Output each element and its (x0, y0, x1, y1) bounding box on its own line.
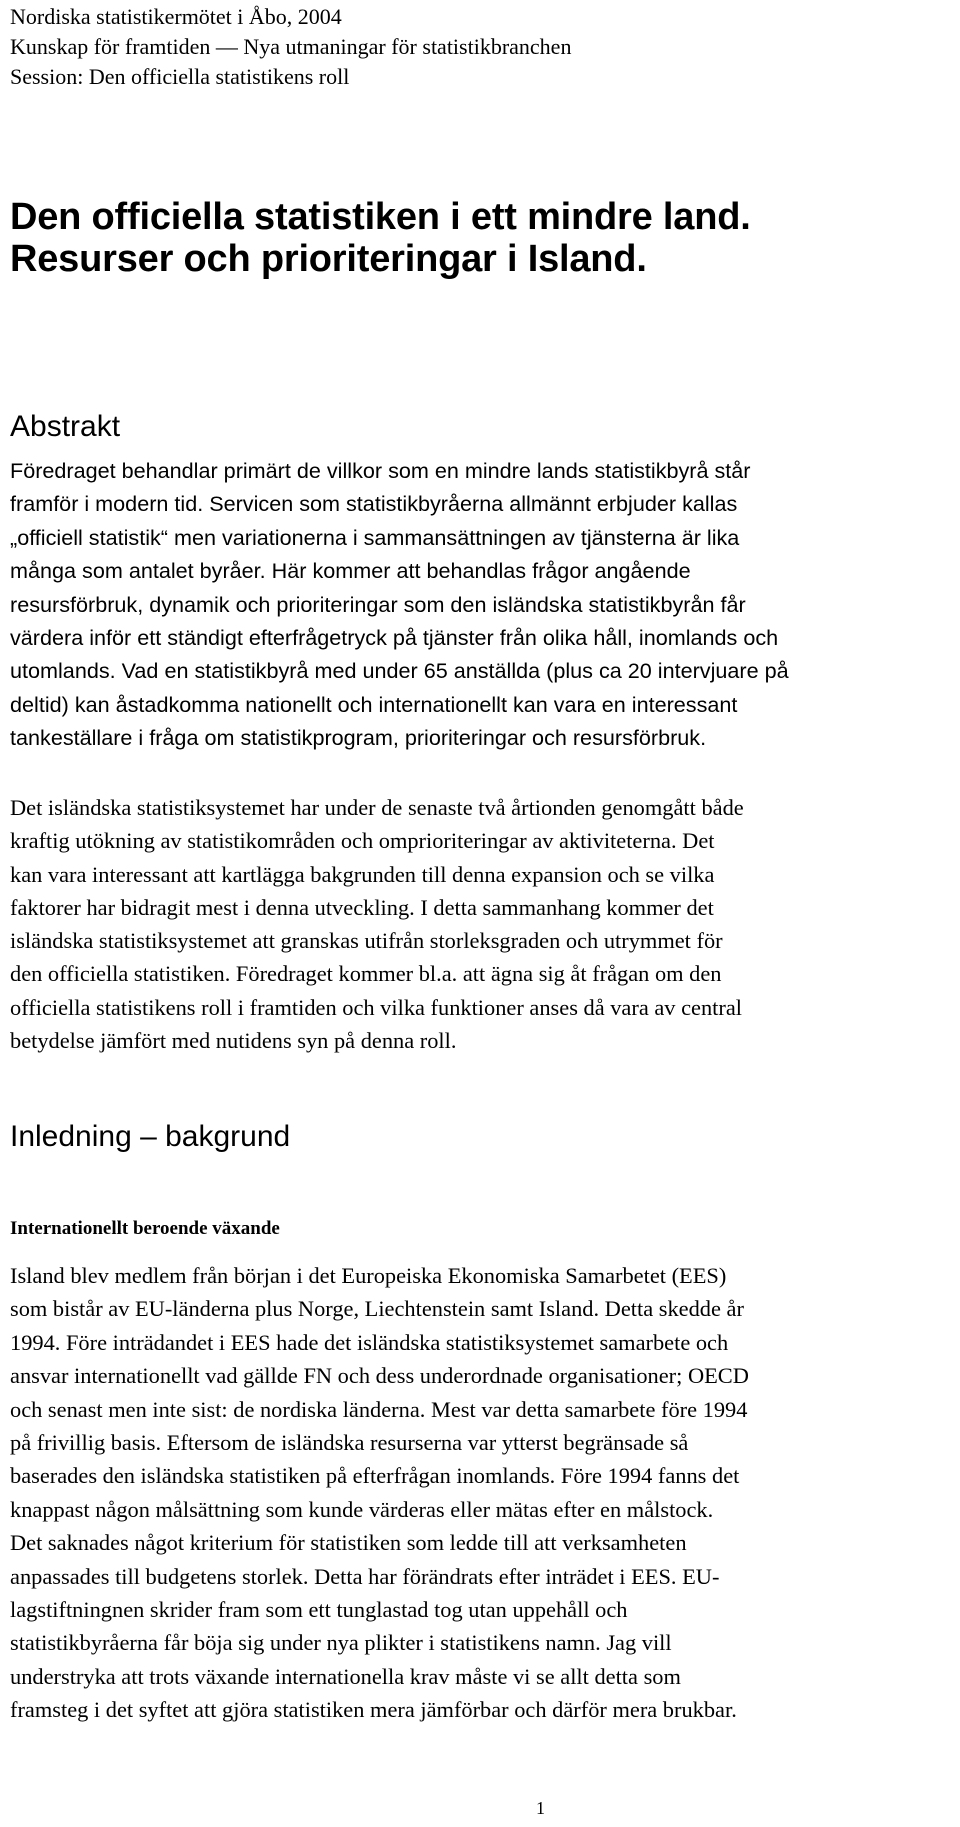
text-line: utomlands. Vad en statistikbyrå med under 65 anställda (plus ca 20 intervjuare på (10, 658, 789, 684)
text-line: kraftig utökning av statistikområden och omprioriteringar av aktiviteterna. Det (10, 828, 715, 854)
abstract-heading: Abstrakt (10, 410, 121, 443)
text-line: som bistår av EU-länderna plus Norge, Liechtenstein samt Island. Detta skedde år (10, 1296, 744, 1322)
text-line: isländska statistiksystemet att granskas utifrån storleksgraden och utrymmet för (10, 928, 723, 954)
text-line: ansvar internationellt vad gällde FN och dess underordnade organisationer; OECD (10, 1363, 749, 1389)
text-line: resursförbruk, dynamik och prioriteringar som den isländska statistikbyrån får (10, 591, 746, 617)
header-line-theme: Kunskap för framtiden — Nya utmaningar för statistikbranchen (10, 34, 572, 59)
text-line: lagstiftningnen skrider fram som ett tunglastad tog utan uppehåll och (10, 1597, 628, 1623)
text-line: deltid) kan åstadkomma nationellt och internationellt kan vara en interessant (10, 691, 738, 717)
title-line: Resurser och prioriteringar i Island. (10, 238, 647, 280)
text-line: den officiella statistiken. Föredraget kommer bl.a. att ägna sig åt frågan om den (10, 961, 722, 987)
header-line-session: Session: Den officiella statistikens roll (10, 64, 350, 89)
text-line: statistikbyråerna får böja sig under nya plikter i statistikens namn. Jag vill (10, 1630, 672, 1656)
text-line: Det saknades något kriterium för statistiken som ledde till att verksamheten (10, 1530, 687, 1556)
introduction-paragraph (10, 1259, 954, 1727)
text-line: 1994. Före inträdandet i EES hade det isländska statistiksystemet samarbete och (10, 1329, 729, 1355)
text-line: baserades den isländska statistiken på efterfrågan inomlands. Före 1994 fanns det (10, 1463, 740, 1489)
text-line: understryka att trots växande internationella krav måste vi se allt detta som (10, 1663, 681, 1689)
text-line: på frivillig basis. Eftersom de isländska resurserna var ytterst begränsade så (10, 1430, 689, 1456)
text-line: „officiell statistik“ men variationerna i sammansättningen av tjänsterna är lika (10, 524, 740, 550)
page-number: 1 (536, 1798, 545, 1818)
text-line: många som antalet byråer. Här kommer att behandlas frågor angående (10, 558, 691, 584)
text-line: faktorer har bidragit mest i denna utveckling. I detta sammanhang kommer det (10, 894, 714, 920)
text-line: officiella statistikens roll i framtiden och vilka funktioner anses då vara av central (10, 994, 743, 1020)
text-line: och senast men inte sist: de nordiska länderna. Mest var detta samarbete före 1994 (10, 1396, 748, 1422)
paper-title (10, 196, 751, 280)
text-line: Island blev medlem från början i det Europeiska Ekonomiska Samarbetet (EES) (10, 1263, 727, 1288)
text-line: framsteg i det syftet att gjöra statistiken mera jämförbar och därför mera brukbar. (10, 1697, 737, 1723)
text-line: knappast någon målsättning som kunde värderas eller mätas efter en målstock. (10, 1496, 714, 1522)
conference-header (10, 2, 571, 92)
header-line-conference: Nordiska statistikermötet i Åbo, 2004 (10, 4, 342, 29)
text-line: framför i modern tid. Servicen som statistikbyråerna allmännt erbjuder kallas (10, 491, 738, 517)
text-line: betydelse jämfört med nutidens syn på denna roll. (10, 1028, 457, 1054)
text-line: kan vara interessant att kartlägga bakgrunden till denna expansion och se vilka (10, 861, 715, 887)
text-line: Föredraget behandlar primärt de villkor som en mindre lands statistikbyrå står (10, 458, 751, 483)
introduction-heading: Inledning – bakgrund (10, 1120, 291, 1153)
section-subheading: Internationellt beroende växande (10, 1218, 280, 1239)
text-line: anpassades till budgetens storlek. Detta har förändrats efter inträdet i EES. EU- (10, 1563, 720, 1589)
text-line: värdera inför ett ständigt efterfrågetryck på tjänster från olika håll, inomlands och (10, 625, 779, 651)
title-line: Den officiella statistiken i ett mindre land. (10, 196, 751, 238)
abstract-paragraph (10, 454, 954, 755)
text-line: Det isländska statistiksystemet har under de senaste två årtionden genomgått både (10, 795, 744, 820)
text-line: tankeställare i fråga om statistikprogram, prioriteringar och resursförbruk. (10, 725, 707, 751)
statistics-system-paragraph (10, 791, 954, 1057)
